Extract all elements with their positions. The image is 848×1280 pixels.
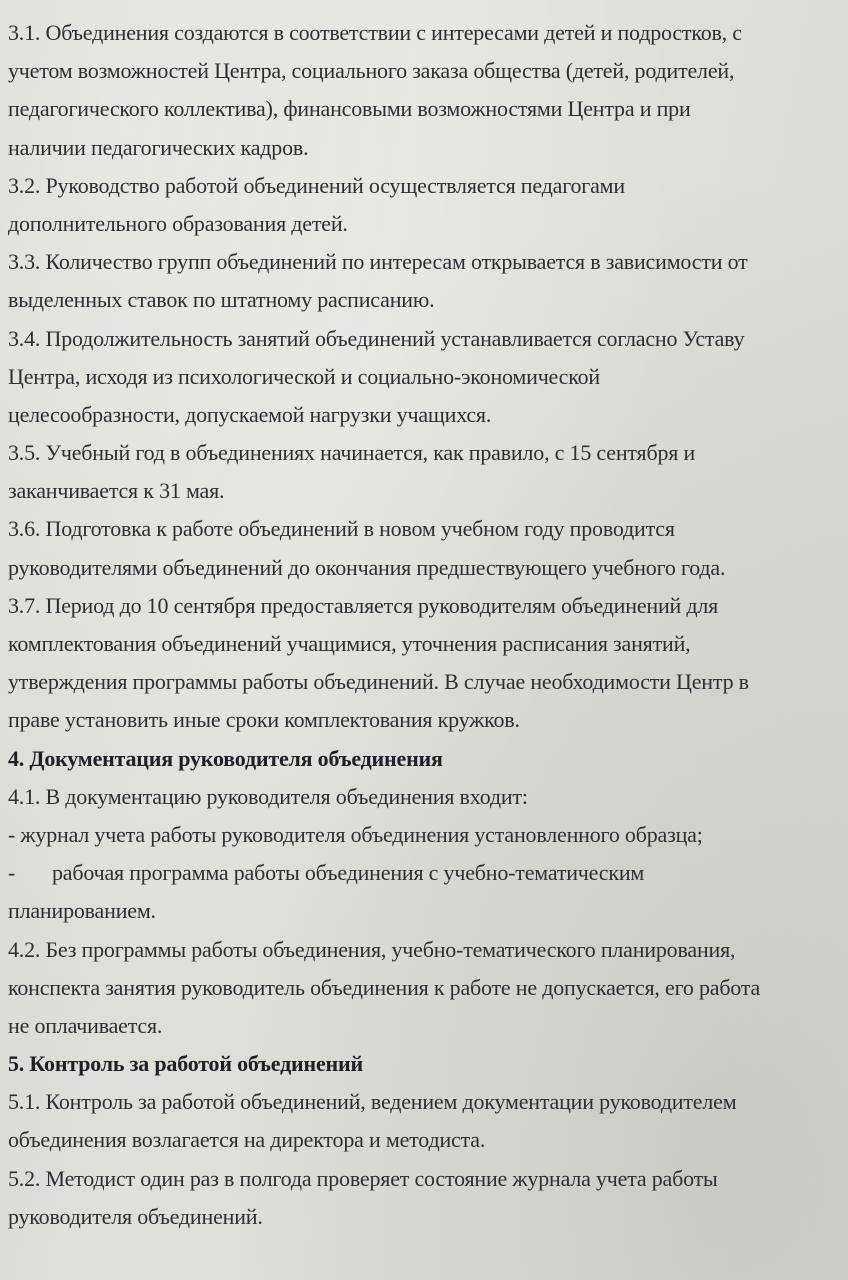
text-line: учетом возможностей Центра, социального заказа общества (детей, родителей, [8,58,735,84]
text-line: конспекта занятия руководитель объединения к работе не допускается, его работа [8,974,761,1000]
list-item [8,854,840,892]
text-line: планированием. [8,898,156,924]
text-line: не оплачивается. [8,1012,163,1038]
text-line: 3.6. Подготовка к работе объединений в новом учебном году проводится [8,516,675,542]
section-heading: 4. Документация руководителя объединения [8,745,443,771]
text-line: заканчивается к 31 мая. [8,478,225,504]
text-line: 3.2. Руководство работой объединений осуществляется педагогами [8,172,625,198]
text-line: - журнал учета работы руководителя объединения установленного образца; [8,821,703,847]
text-line: педагогического коллектива), финансовыми возможностями Центра и при [8,96,691,122]
text-line: комплектования объединений учащимися, уточнения расписания занятий, [8,631,691,656]
text-line: целесообразности, допускаемой нагрузки учащихся. [8,401,492,427]
text-line: наличии педагогических кадров. [8,134,309,160]
text-line: праве установить иные сроки комплектования кружков. [8,707,520,733]
text-line: Центра, исходя из психологической и социально-экономической [8,363,600,389]
text-line: утверждения программы работы объединений. В случае необходимости Центр в [8,669,749,695]
document-page [8,14,840,1236]
text-line: 3.1. Объединения создаются в соответствии с интересами детей и подростков, с [8,20,742,45]
text-line: выделенных ставок по штатному расписанию. [8,287,435,313]
text-line: 5.1. Контроль за работой объединений, ведением документации руководителем [8,1089,737,1115]
text-line: 4.2. Без программы работы объединения, учебно-тематического планирования, [8,936,736,962]
text-line: руководителя объединений. [8,1203,263,1229]
list-dash: - [8,860,16,886]
text-line: 3.7. Период до 10 сентября предоставляется руководителям объединений для [8,592,719,618]
section-heading: 5. Контроль за работой объединений [8,1051,363,1077]
text-line: 3.3. Количество групп объединений по интересам открывается в зависимости от [8,249,748,275]
text-line: объединения возлагается на директора и методиста. [8,1127,486,1153]
text-line: 4.1. В документацию руководителя объединения входит: [8,783,528,809]
text-line: 5.2. Методист один раз в полгода проверяет состояние журнала учета работы [8,1165,718,1191]
text-line: 3.5. Учебный год в объединениях начинается, как правило, с 15 сентября и [8,440,696,466]
text-line: дополнительного образования детей. [8,210,348,236]
text-line: 3.4. Продолжительность занятий объединений устанавливается согласно Уставу [8,325,745,351]
list-item-text: рабочая программа работы объединения с учебно-тематическим [52,860,645,886]
text-line: руководителями объединений до окончания предшествующего учебного года. [8,554,726,580]
